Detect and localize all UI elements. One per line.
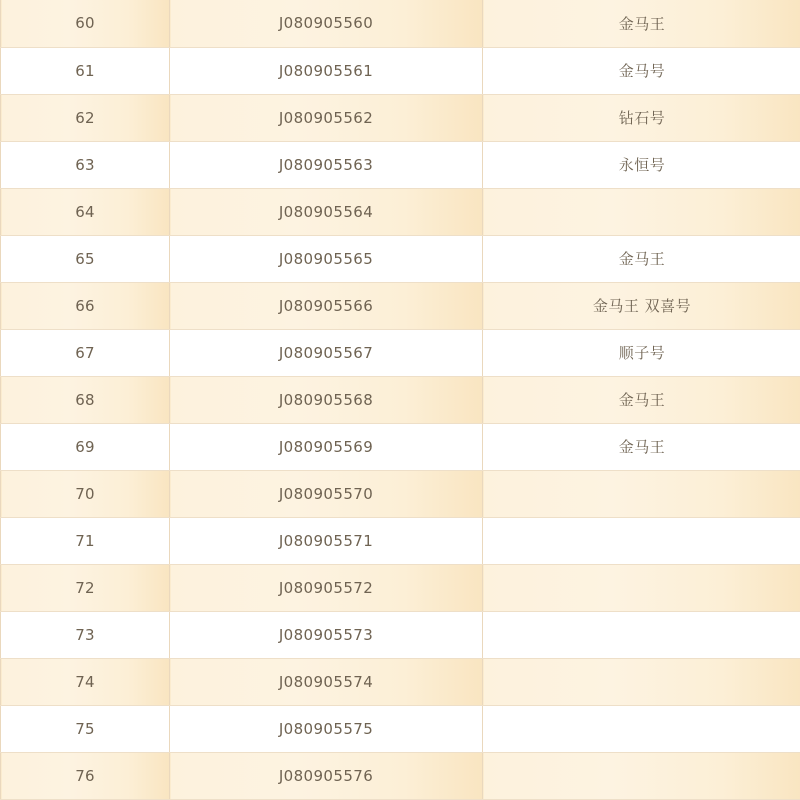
row-name-cell: 永恒号 [483,141,800,188]
row-index-cell: 67 [1,329,170,376]
row-index-cell: 69 [1,423,170,470]
row-index-cell: 70 [1,470,170,517]
row-name-cell [483,658,800,705]
table-row [1,47,800,94]
table-row [1,282,800,329]
row-index-cell: 74 [1,658,170,705]
row-name-cell [483,611,800,658]
row-name-cell: 顺子号 [483,329,800,376]
row-name-cell: 金马王 [483,235,800,282]
row-index-cell: 73 [1,611,170,658]
row-index-cell: 61 [1,47,170,94]
row-name-cell [483,188,800,235]
row-index-cell: 60 [1,0,170,47]
table-row [1,235,800,282]
row-code-cell: J080905563 [170,141,483,188]
row-index-cell: 68 [1,376,170,423]
row-index-cell: 64 [1,188,170,235]
row-name-cell [483,470,800,517]
row-name-cell: 金马王 [483,376,800,423]
row-code-cell: J080905574 [170,658,483,705]
table-row [1,752,800,799]
row-code-cell: J080905575 [170,705,483,752]
table-row [1,658,800,705]
row-name-cell [483,752,800,799]
row-code-cell: J080905562 [170,94,483,141]
table-row [1,141,800,188]
row-name-cell: 金马号 [483,47,800,94]
row-name-cell: 金马王 [483,0,800,47]
row-name-cell: 钻石号 [483,94,800,141]
row-index-cell: 65 [1,235,170,282]
row-code-cell: J080905572 [170,564,483,611]
row-code-cell: J080905564 [170,188,483,235]
row-name-cell [483,564,800,611]
row-index-cell: 76 [1,752,170,799]
row-code-cell: J080905567 [170,329,483,376]
table-row [1,611,800,658]
row-code-cell: J080905570 [170,470,483,517]
row-name-cell [483,517,800,564]
row-index-cell: 62 [1,94,170,141]
table-row [1,517,800,564]
row-index-cell: 66 [1,282,170,329]
table-row [1,376,800,423]
table-row [1,0,800,47]
row-name-cell: 金马王 双喜号 [483,282,800,329]
row-code-cell: J080905561 [170,47,483,94]
table-row [1,470,800,517]
table-row [1,188,800,235]
table-row [1,94,800,141]
row-index-cell: 71 [1,517,170,564]
table-row [1,705,800,752]
row-index-cell: 63 [1,141,170,188]
row-code-cell: J080905576 [170,752,483,799]
row-code-cell: J080905573 [170,611,483,658]
row-code-cell: J080905568 [170,376,483,423]
table-row [1,564,800,611]
table-row [1,329,800,376]
row-code-cell: J080905571 [170,517,483,564]
row-name-cell: 金马王 [483,423,800,470]
row-code-cell: J080905560 [170,0,483,47]
row-index-cell: 75 [1,705,170,752]
table-row [1,423,800,470]
row-code-cell: J080905566 [170,282,483,329]
row-code-cell: J080905565 [170,235,483,282]
row-name-cell [483,705,800,752]
row-code-cell: J080905569 [170,423,483,470]
row-index-cell: 72 [1,564,170,611]
